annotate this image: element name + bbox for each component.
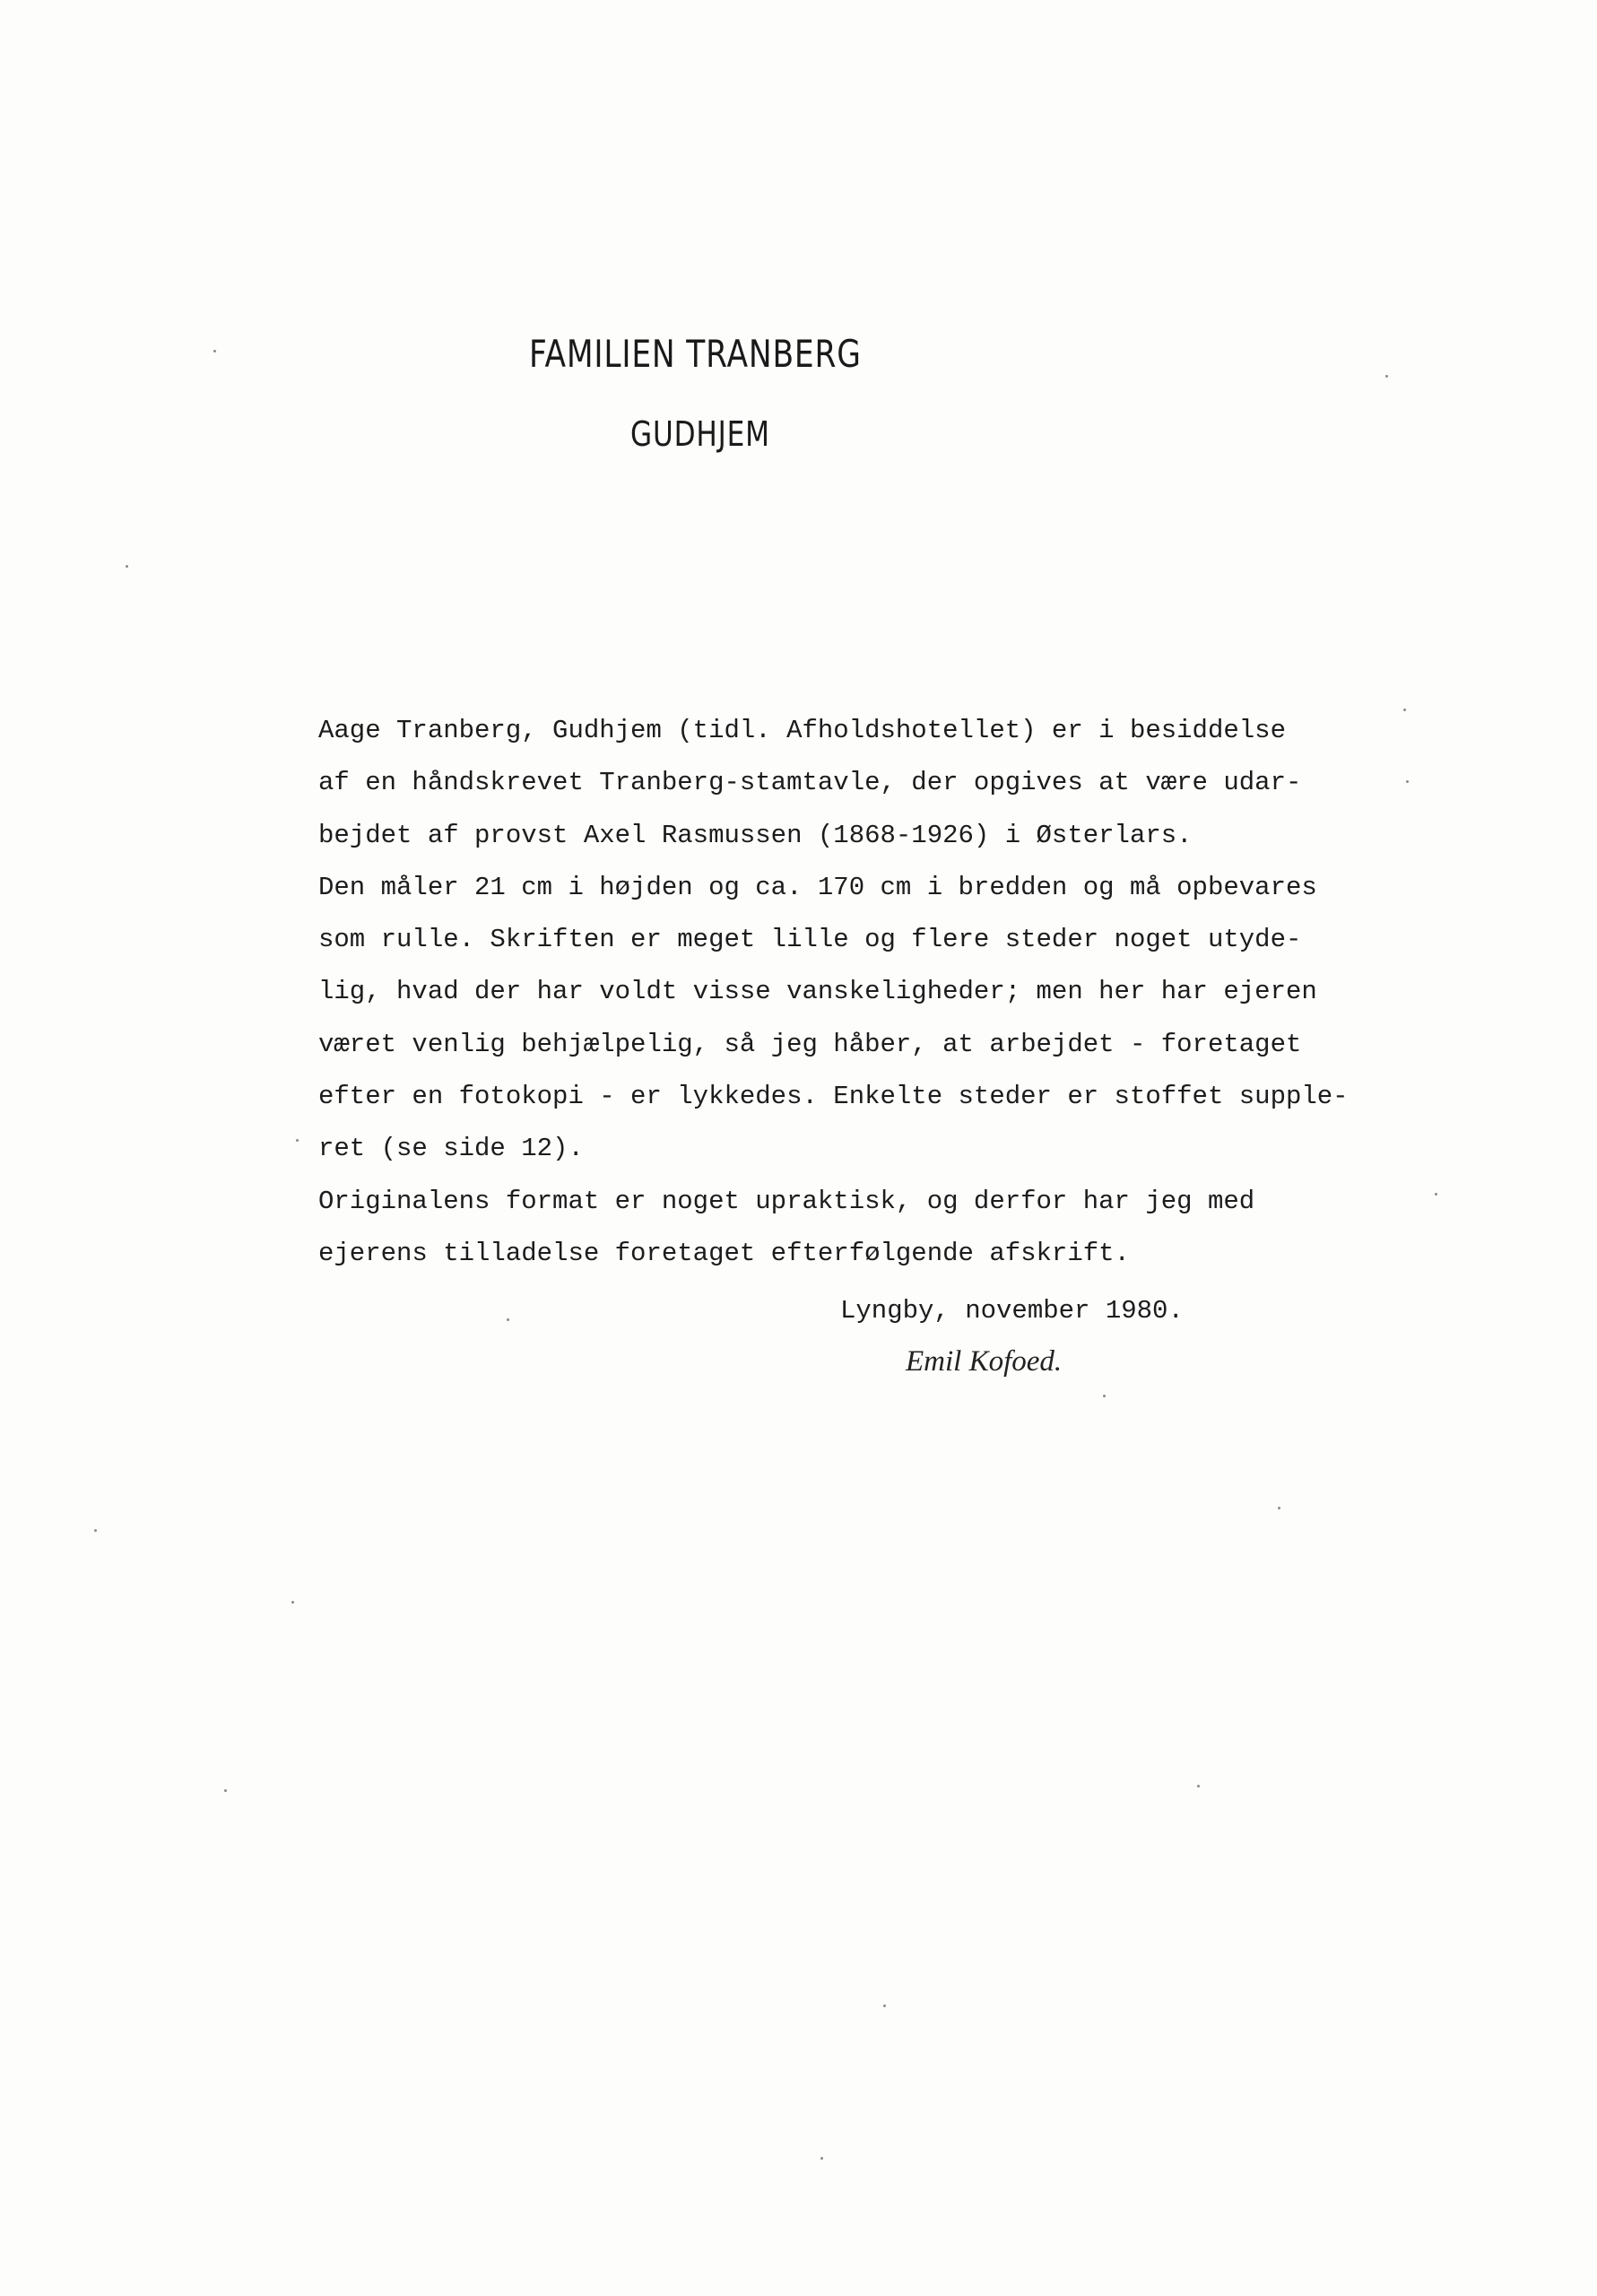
scan-speck: [94, 1529, 97, 1532]
body-line: Aage Tranberg, Gudhjem (tidl. Afholdshotellet) er i besiddelse: [318, 716, 1286, 745]
scan-speck: [1278, 1507, 1280, 1509]
signature: Emil Kofoed.: [906, 1345, 1063, 1378]
scan-speck: [291, 1601, 294, 1604]
body-line: efter en fotokopi - er lykkedes. Enkelte steder er stoffet supple-: [318, 1082, 1349, 1112]
body-line: ejerens tilladelse foretaget efterfølgende afskrift.: [318, 1238, 1130, 1268]
scan-speck: [213, 350, 216, 352]
scan-speck: [1406, 780, 1409, 783]
body-line: været venlig behjælpelig, så jeg håber, at arbejdet - foretaget: [318, 1029, 1302, 1059]
body-line: som rulle. Skriften er meget lille og flere steder noget utyde-: [318, 925, 1302, 955]
body-line: lig, hvad der har voldt visse vanskeligheder; men her har ejeren: [318, 977, 1317, 1007]
body-line: af en håndskrevet Tranberg-stamtavle, der opgives at være udar-: [318, 768, 1302, 798]
scan-speck: [820, 2157, 823, 2160]
body-line: Den måler 21 cm i højden og ca. 170 cm i bredden og må opbevares: [318, 872, 1317, 902]
scan-speck: [883, 2005, 886, 2007]
scan-speck: [224, 1789, 227, 1792]
body-line: ret (se side 12).: [318, 1134, 584, 1164]
scan-speck: [1385, 375, 1388, 378]
document-subtitle: GUDHJEM: [630, 414, 770, 454]
body-line: bejdet af provst Axel Rasmussen (1868-1926) i Østerlars.: [318, 820, 1193, 850]
scan-speck: [126, 565, 128, 568]
body-line: Originalens format er noget upraktisk, og derfor har jeg med: [318, 1186, 1255, 1216]
place-date: Lyngby, november 1980.: [840, 1296, 1184, 1326]
scan-speck: [1197, 1785, 1200, 1787]
scan-speck: [1435, 1193, 1437, 1196]
body-paragraph: [318, 705, 1502, 1280]
scan-speck: [507, 1318, 509, 1321]
document-title: FAMILIEN TRANBERG: [529, 332, 862, 376]
scan-speck: [296, 1139, 299, 1142]
scan-speck: [1103, 1395, 1106, 1397]
scan-speck: [1403, 709, 1406, 711]
